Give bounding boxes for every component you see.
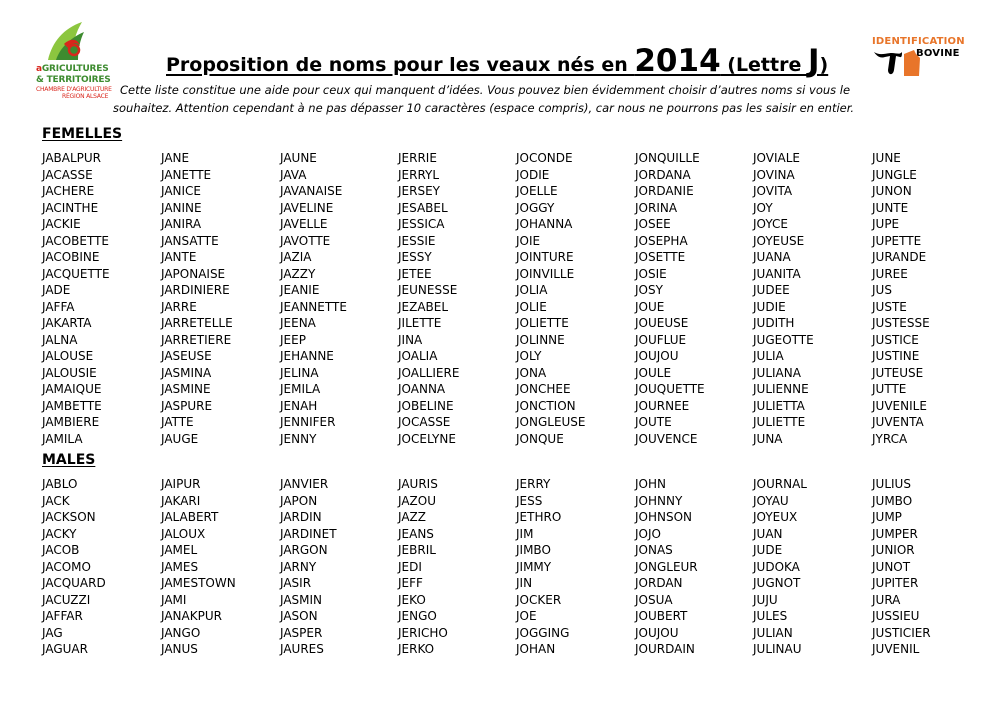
list-item: JACKY xyxy=(42,526,77,541)
list-item: JAFFA xyxy=(42,299,75,314)
list-item: JENNY xyxy=(280,431,317,446)
list-item: JAVA xyxy=(280,167,307,182)
name-column xyxy=(398,150,459,447)
list-item: JASMINA xyxy=(161,365,212,380)
name-column xyxy=(753,476,807,658)
list-item: JEEP xyxy=(280,332,306,347)
list-item: JOURDAIN xyxy=(635,642,695,656)
list-item: JAG xyxy=(42,625,63,640)
list-item: JUMBO xyxy=(872,493,913,508)
list-item: JAFFAR xyxy=(42,609,83,623)
list-item: JANSATTE xyxy=(161,233,219,248)
list-item: JAPON xyxy=(280,493,318,508)
list-item: JAKARTA xyxy=(42,316,92,330)
list-item: JACINTHE xyxy=(42,200,99,215)
list-item: JAMAIQUE xyxy=(42,382,102,396)
list-item: JACKIE xyxy=(42,217,81,231)
list-item: JASPURE xyxy=(161,398,213,413)
females-heading: FEMELLES xyxy=(42,126,123,142)
list-item: JACOMO xyxy=(42,559,91,574)
list-item: JUDITH xyxy=(753,316,795,330)
list-item: JUSTESSE xyxy=(872,316,930,330)
list-item: JOCONDE xyxy=(516,151,573,165)
males-heading: MALES xyxy=(42,452,96,468)
list-item: JADE xyxy=(42,283,71,297)
list-item: JALOUSE xyxy=(42,349,94,363)
list-item: JESSY xyxy=(398,250,432,264)
list-item: JESS xyxy=(516,493,543,508)
list-item: JERICHO xyxy=(398,625,448,640)
intro-text-line2: souhaitez. Attention cependant à ne pas dépasser 10 caractères (espace compris), car nous ne pourrons pas les saisir en entier. xyxy=(113,101,855,115)
list-item: JUSTINE xyxy=(872,349,920,363)
list-item: JIMBO xyxy=(516,543,551,557)
list-item: JORINA xyxy=(635,200,678,215)
list-item: JAMESTOWN xyxy=(161,576,236,590)
list-item: JOHNSON xyxy=(635,510,693,524)
list-item: JOUBERT xyxy=(635,609,688,623)
list-item: JAVANAISE xyxy=(280,184,343,198)
list-item: JAMBETTE xyxy=(42,398,102,413)
list-item: JAMEL xyxy=(161,543,198,557)
name-column xyxy=(161,150,233,447)
list-item: JUPITER xyxy=(872,576,919,590)
list-item: JEENA xyxy=(280,316,316,330)
list-item: JEANS xyxy=(398,526,434,541)
list-item: JONA xyxy=(516,365,547,380)
list-item: JINA xyxy=(398,332,423,347)
list-item: JETEE xyxy=(398,266,432,281)
list-item: JOURNAL xyxy=(753,477,807,491)
list-item: JASPER xyxy=(280,625,323,640)
list-item: JUMPER xyxy=(872,526,918,541)
list-item: JAURES xyxy=(280,642,324,656)
list-item: JARNY xyxy=(280,559,317,574)
list-item: JOUTE xyxy=(635,415,672,429)
list-item: JUVENIL xyxy=(872,642,920,656)
list-item: JOLIE xyxy=(516,299,547,314)
list-item: JAGUAR xyxy=(42,642,88,656)
list-item: JOELLE xyxy=(516,184,558,198)
list-item: JUNTE xyxy=(872,200,909,215)
list-item: JOINTURE xyxy=(516,250,574,264)
list-item: JUNON xyxy=(872,184,912,198)
list-item: JACQUETTE xyxy=(42,266,110,281)
list-item: JACHERE xyxy=(42,184,95,198)
list-item: JOHAN xyxy=(516,642,556,656)
logo-agricultures-territoires xyxy=(36,20,120,104)
list-item: JURANDE xyxy=(872,250,927,264)
list-item: JANTE xyxy=(161,250,197,264)
list-item: JOYEUX xyxy=(753,510,798,524)
list-item: JAIPUR xyxy=(161,477,201,491)
list-item: JUMP xyxy=(872,510,902,524)
name-column xyxy=(398,476,448,658)
list-item: JIMMY xyxy=(516,559,552,574)
list-item: JAPONAISE xyxy=(161,266,226,281)
name-column xyxy=(280,150,347,447)
list-item: JENAH xyxy=(280,398,318,413)
list-item: JUDOKA xyxy=(753,559,800,574)
name-column xyxy=(635,476,698,658)
list-item: JOY xyxy=(753,200,773,215)
list-item: JOLY xyxy=(516,349,542,363)
list-item: JOSUA xyxy=(635,592,673,607)
list-item: JUREE xyxy=(872,266,908,281)
list-item: JUSTICE xyxy=(872,332,919,347)
list-item: JUTEUSE xyxy=(872,365,924,380)
list-item: JAMI xyxy=(161,592,187,607)
list-item: JUVENILE xyxy=(872,398,927,413)
list-item: JOUJOU xyxy=(635,625,679,640)
list-item: JAZOU xyxy=(398,493,436,508)
name-column xyxy=(42,476,106,658)
list-item: JULIETTE xyxy=(753,415,806,429)
list-item: JUANITA xyxy=(753,266,801,281)
name-column xyxy=(42,150,110,447)
bull-head-icon xyxy=(874,48,920,78)
logo-left-line1: aGRICULTURES xyxy=(36,64,109,74)
list-item: JOUQUETTE xyxy=(635,382,705,396)
list-item: JASIR xyxy=(280,576,312,590)
list-item: JUDEE xyxy=(753,283,790,297)
list-item: JOHN xyxy=(635,477,666,491)
name-column xyxy=(872,150,930,447)
list-item: JOALIA xyxy=(398,349,438,363)
list-item: JULINAU xyxy=(753,642,802,656)
list-item: JYRCA xyxy=(872,431,908,446)
list-item: JOIE xyxy=(516,233,541,248)
list-item: JAZZY xyxy=(280,266,316,281)
list-item: JUAN xyxy=(753,526,783,541)
list-item: JONAS xyxy=(635,543,673,557)
list-item: JACUZZI xyxy=(42,592,91,607)
list-item: JUDIE xyxy=(753,299,786,314)
list-item: JESSICA xyxy=(398,217,445,231)
list-item: JAUGE xyxy=(161,431,199,446)
list-item: JOJO xyxy=(635,526,661,541)
list-item: JOUJOU xyxy=(635,349,679,363)
name-column xyxy=(516,150,586,447)
name-column xyxy=(753,150,814,447)
list-item: JULES xyxy=(753,609,788,623)
list-item: JASMINE xyxy=(161,382,211,396)
list-item: JACOB xyxy=(42,543,80,557)
list-item: JIM xyxy=(516,526,534,541)
list-item: JABALPUR xyxy=(42,151,102,165)
list-item: JAMBIERE xyxy=(42,415,100,429)
list-item: JUDE xyxy=(753,543,783,557)
list-item: JONGLEUR xyxy=(635,559,698,574)
list-item: JEDI xyxy=(398,559,422,574)
list-item: JAVOTTE xyxy=(280,233,331,248)
list-item: JABLO xyxy=(42,477,78,491)
list-item: JASMIN xyxy=(280,592,323,607)
list-item: JUSTICIER xyxy=(872,625,931,640)
list-item: JEUNESSE xyxy=(398,283,458,297)
list-item: JUNIOR xyxy=(872,543,915,557)
list-item: JOVINA xyxy=(753,167,795,182)
list-item: JEZABEL xyxy=(398,299,449,314)
list-item: JUS xyxy=(872,283,892,297)
list-item: JARRETELLE xyxy=(161,316,233,330)
list-item: JOHANNA xyxy=(516,217,573,231)
logo-left-line4: RÉGION ALSACE xyxy=(62,93,109,100)
list-item: JAMILA xyxy=(42,431,83,446)
list-item: JOALLIERE xyxy=(398,365,460,380)
list-item: JOLIETTE xyxy=(516,316,569,330)
list-item: JERKO xyxy=(398,642,435,656)
list-item: JUVENTA xyxy=(872,415,924,429)
list-item: JOUFLUE xyxy=(635,332,687,347)
list-item: JACOBETTE xyxy=(42,233,109,248)
logo-identification-bovine xyxy=(872,36,968,86)
list-item: JOSETTE xyxy=(635,250,686,264)
list-item: JACK xyxy=(42,493,70,508)
list-item: JARRE xyxy=(161,299,197,314)
list-item: JESSIE xyxy=(398,233,436,248)
list-item: JOVIALE xyxy=(753,151,800,165)
list-item: JENNIFER xyxy=(280,415,336,429)
list-item: JORDANA xyxy=(635,167,691,182)
list-item: JEMILA xyxy=(280,382,321,396)
list-item: JACOBINE xyxy=(42,250,100,264)
list-item: JANGO xyxy=(161,625,201,640)
list-item: JOUVENCE xyxy=(635,431,698,446)
intro-text-line1: Cette liste constitue une aide pour ceux qui manquent d’idées. Vous pouvez bien évidemment choisir d’autres noms si vous le xyxy=(120,83,851,97)
list-item: JILETTE xyxy=(398,316,442,330)
list-item: JULIUS xyxy=(872,477,911,491)
list-item: JANINE xyxy=(161,200,202,215)
list-item: JURA xyxy=(872,592,901,607)
list-item: JEHANNE xyxy=(280,349,334,363)
list-item: JULIAN xyxy=(753,625,793,640)
list-item: JUPETTE xyxy=(872,233,922,248)
list-item: JAUNE xyxy=(280,151,317,165)
list-item: JARDINET xyxy=(280,526,337,541)
name-column xyxy=(280,476,337,658)
list-item: JOUE xyxy=(635,299,665,314)
list-item: JANE xyxy=(161,151,190,165)
list-item: JUNE xyxy=(872,151,901,165)
list-item: JALNA xyxy=(42,332,78,347)
list-item: JONGLEUSE xyxy=(516,415,586,429)
list-item: JARGON xyxy=(280,543,328,557)
list-item: JONCHEE xyxy=(516,382,571,396)
list-item: JANETTE xyxy=(161,167,212,182)
list-item: JOHNNY xyxy=(635,493,683,508)
list-item: JIN xyxy=(516,576,533,590)
list-item: JANICE xyxy=(161,184,202,198)
list-item: JELINA xyxy=(280,365,319,380)
list-item: JUANA xyxy=(753,250,791,264)
list-item: JOINVILLE xyxy=(516,266,575,281)
page-title: Proposition de noms pour les veaux nés en 2014 (Lettre J) xyxy=(166,43,829,79)
list-item: JOGGY xyxy=(516,200,555,215)
list-item: JAZZ xyxy=(398,510,426,524)
list-item: JASEUSE xyxy=(161,349,212,363)
list-item: JORDANIE xyxy=(635,184,694,198)
list-item: JOCASSE xyxy=(398,415,451,429)
list-item: JERRIE xyxy=(398,151,437,165)
list-item: JAVELLE xyxy=(280,217,328,231)
list-item: JESABEL xyxy=(398,200,448,215)
list-item: JANUS xyxy=(161,642,198,656)
list-item: JAMES xyxy=(161,559,199,574)
list-item: JERRYL xyxy=(398,167,440,182)
list-item: JUNOT xyxy=(872,559,911,574)
logo-right-line2: BOVINE xyxy=(916,48,960,59)
list-item: JEFF xyxy=(398,576,423,590)
list-item: JOYAU xyxy=(753,493,789,508)
list-item: JASON xyxy=(280,609,318,623)
name-column xyxy=(161,476,236,658)
logo-left-line3: CHAMBRE D'AGRICULTURE xyxy=(36,86,112,93)
list-item: JALOUX xyxy=(161,526,206,541)
list-item: JUPE xyxy=(872,217,900,231)
list-item: JARDIN xyxy=(280,510,322,524)
list-item: JUJU xyxy=(753,592,778,607)
name-column xyxy=(872,476,931,658)
list-item: JARDINIERE xyxy=(161,283,230,297)
list-item: JOYEUSE xyxy=(753,233,805,248)
list-item: JOLIA xyxy=(516,283,548,297)
list-item: JATTE xyxy=(161,415,194,429)
list-item: JOSIE xyxy=(635,266,667,281)
list-item: JUSTE xyxy=(872,299,907,314)
list-item: JANIRA xyxy=(161,217,202,231)
logo-right-line1: IDENTIFICATION xyxy=(872,36,965,47)
list-item: JULIA xyxy=(753,349,784,363)
list-item: JEANNETTE xyxy=(280,299,347,314)
list-item: JERRY xyxy=(516,477,551,491)
list-item: JOSEPHA xyxy=(635,233,688,248)
list-item: JOURNEE xyxy=(635,398,690,413)
list-item: JOUEUSE xyxy=(635,316,689,330)
list-item: JORDAN xyxy=(635,576,683,590)
list-item: JETHRO xyxy=(516,510,562,524)
list-item: JOSEE xyxy=(635,217,671,231)
list-item: JOGGING xyxy=(516,625,570,640)
list-item: JERSEY xyxy=(398,184,440,198)
list-item: JACASSE xyxy=(42,167,93,182)
list-item: JUNA xyxy=(753,431,783,446)
list-item: JOBELINE xyxy=(398,398,454,413)
list-item: JOANNA xyxy=(398,382,446,396)
list-item: JODIE xyxy=(516,167,550,182)
logo-left-line2: & TERRITOIRES xyxy=(36,75,111,85)
list-item: JOYCE xyxy=(753,217,788,231)
list-item: JARRETIERE xyxy=(161,332,232,347)
list-item: JEKO xyxy=(398,592,426,607)
list-item: JACQUARD xyxy=(42,576,106,590)
list-item: JANVIER xyxy=(280,477,329,491)
chambre-agriculture-logo-icon xyxy=(42,20,94,64)
list-item: JOSY xyxy=(635,283,663,297)
list-item: JUGEOTTE xyxy=(753,332,814,347)
list-item: JUNGLE xyxy=(872,167,917,182)
name-column xyxy=(516,476,569,658)
list-item: JALABERT xyxy=(161,510,219,524)
name-column xyxy=(635,150,705,447)
list-item: JULIETTA xyxy=(753,398,805,413)
list-item: JAVELINE xyxy=(280,200,334,215)
list-item: JOULE xyxy=(635,365,672,380)
list-item: JOCELYNE xyxy=(398,431,456,446)
list-item: JALOUSIE xyxy=(42,365,97,380)
list-item: JUTTE xyxy=(872,382,907,396)
list-item: JAURIS xyxy=(398,477,438,491)
list-item: JULIENNE xyxy=(753,382,809,396)
list-item: JONCTION xyxy=(516,398,576,413)
list-item: JANAKPUR xyxy=(161,609,222,623)
list-item: JAKARI xyxy=(161,493,201,508)
list-item: JEBRIL xyxy=(398,543,436,557)
list-item: JONQUILLE xyxy=(635,151,700,165)
list-item: JUGNOT xyxy=(753,576,801,590)
list-item: JOVITA xyxy=(753,184,793,198)
list-item: JOLINNE xyxy=(516,332,565,347)
list-item: JEANIE xyxy=(280,283,320,297)
list-item: JAZIA xyxy=(280,250,312,264)
list-item: JACKSON xyxy=(42,510,96,524)
list-item: JUSSIEU xyxy=(872,609,920,623)
list-item: JOE xyxy=(516,609,537,623)
list-item: JONQUE xyxy=(516,431,564,446)
list-item: JOCKER xyxy=(516,592,562,607)
list-item: JULIANA xyxy=(753,365,801,380)
list-item: JENGO xyxy=(398,609,437,623)
